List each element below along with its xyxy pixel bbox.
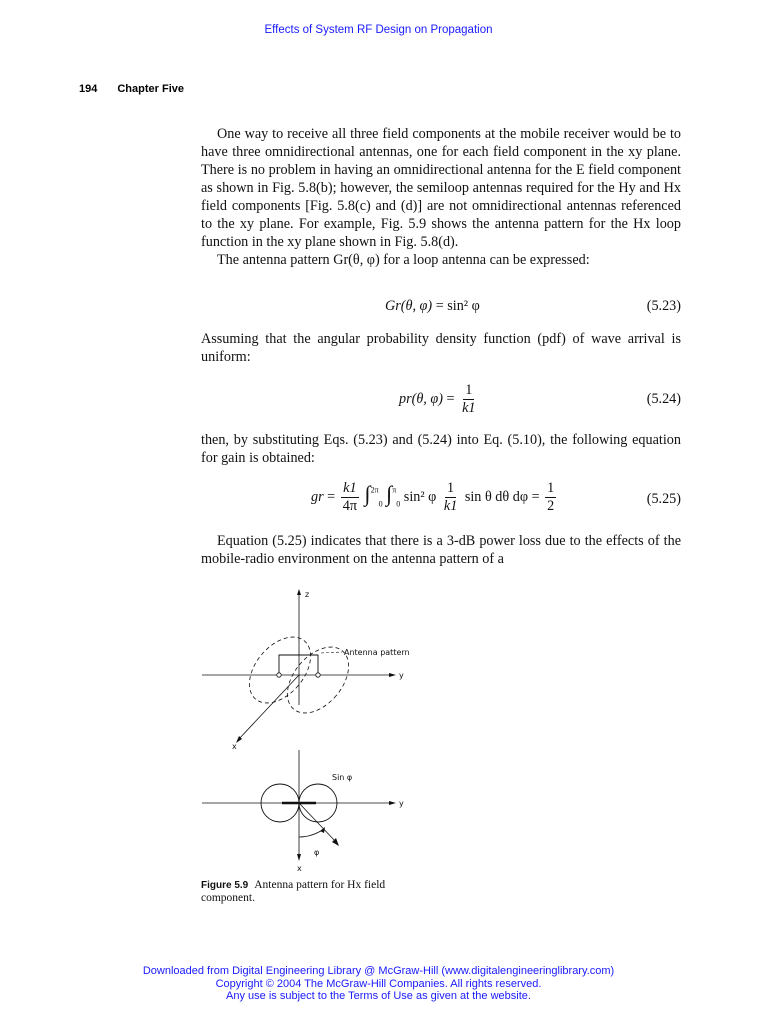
phi-arc bbox=[299, 829, 324, 837]
equation-number: (5.23) bbox=[646, 298, 681, 314]
loop-terminal-right bbox=[316, 673, 320, 677]
eq524-den: k1 bbox=[462, 400, 476, 416]
eq525-res-den: 2 bbox=[547, 498, 555, 514]
figure-5-9 bbox=[196, 585, 426, 875]
figure-caption bbox=[201, 879, 441, 905]
x-axis-label: x bbox=[232, 742, 237, 751]
x-axis-lower-arrow bbox=[297, 854, 301, 861]
eq525-integrand: sin² φ bbox=[403, 488, 437, 505]
eq525-lower2: 0 bbox=[396, 499, 401, 509]
eq525-inner-frac bbox=[442, 480, 459, 515]
paragraph-2 bbox=[201, 330, 681, 366]
paragraph-3-text: then, by substituting Eqs. (5.23) and (5.24) into Eq. (5.10), the following equation for gain is obtained: bbox=[201, 432, 681, 466]
eq523-rhs: sin² φ bbox=[447, 298, 480, 314]
footer-line-3: Any use is subject to the Terms of Use as given at the website. bbox=[226, 990, 531, 1002]
y-axis-top-arrow bbox=[389, 673, 396, 677]
footer bbox=[0, 965, 757, 1003]
eq525-inner-den: k1 bbox=[443, 498, 458, 514]
paragraph-1b-text: The antenna pattern Gr(θ, φ) for a loop antenna can be expressed: bbox=[217, 252, 590, 268]
chapter-title: Chapter Five bbox=[117, 83, 184, 95]
eq523-lhs: Gr(θ, φ) bbox=[385, 298, 433, 314]
eq525-inner-num: 1 bbox=[447, 480, 455, 496]
sin-phi-label: Sin φ bbox=[332, 773, 353, 782]
header-link[interactable]: Effects of System RF Design on Propagation bbox=[264, 24, 493, 36]
paragraph-1 bbox=[201, 125, 681, 269]
footer-line-1[interactable]: Downloaded from Digital Engineering Library @ McGraw-Hill (www.digitalengineeringlibrary.com) bbox=[142, 965, 615, 977]
paragraph-4-text: Equation (5.25) indicates that there is a 3-dB power loss due to the effects of the mobile-radio environment on the antenna pattern of a bbox=[201, 533, 681, 567]
eq525-lhs: gr bbox=[311, 488, 324, 505]
loop-terminal-left bbox=[277, 673, 281, 677]
eq525-k-den: 4π bbox=[342, 498, 357, 514]
phi-ray bbox=[299, 803, 336, 842]
x-axis bbox=[238, 675, 299, 740]
equation-number: (5.24) bbox=[646, 391, 681, 407]
paragraph-4 bbox=[201, 532, 681, 568]
eq524-lhs: pr(θ, φ) bbox=[399, 390, 443, 407]
paragraph-2-text: Assuming that the angular probability density function (pdf) of wave arrival is uniform: bbox=[201, 331, 681, 365]
footer-line-2: Copyright © 2004 The McGraw-Hill Companies. All rights reserved. bbox=[215, 977, 542, 990]
pattern-leader bbox=[321, 652, 342, 653]
equation-5-23-body: Gr(θ, φ) = sin² φ bbox=[385, 298, 480, 314]
eq525-tail: sin θ dθ dφ bbox=[464, 488, 529, 505]
caption-label: Figure 5.9 bbox=[201, 880, 249, 891]
x-axis-lower-label: x bbox=[297, 864, 302, 873]
semiloop-antenna bbox=[279, 655, 318, 675]
z-axis-label: z bbox=[305, 590, 310, 599]
equation-number: (5.25) bbox=[646, 491, 681, 507]
page-number: 194 bbox=[79, 83, 98, 95]
eq524-num: 1 bbox=[465, 382, 473, 398]
eq525-res-num: 1 bbox=[547, 480, 555, 496]
equation-5-25 bbox=[201, 478, 681, 526]
pattern-lobe-left bbox=[237, 625, 323, 714]
eq525-k-frac bbox=[341, 480, 359, 515]
eq525-upper2: π bbox=[392, 485, 397, 495]
eq525-lower1: 0 bbox=[378, 499, 383, 509]
eq524-fraction bbox=[460, 382, 477, 417]
phi-label: φ bbox=[314, 848, 320, 857]
y-axis-bottom-arrow bbox=[389, 801, 396, 805]
equation-5-23 bbox=[201, 298, 681, 318]
integral-sign-inner: ∫$^\pi_0$ bbox=[386, 480, 401, 509]
paragraph-1-text: One way to receive all three field components at the mobile receiver would be to have three omnidirectional antennas, one for each field component in the xy plane. There is no problem in having an omnidirectional antenna for the E field component as shown in Fig. 5.8(b); however, the semiloop antennas required for the Hy and Hx field components [Fig. 5.8(c) and (d)] are not omnidirectional antennas referenced to the xy plane. For example, Fig. 5.9 shows the antenna pattern for the Hx loop function in the xy plane shown in Fig. 5.8(d). bbox=[201, 126, 681, 250]
antenna-pattern-label: Antenna pattern bbox=[344, 648, 410, 657]
equation-5-24 bbox=[201, 380, 681, 424]
eq525-upper1: 2π bbox=[370, 485, 379, 495]
y-axis-bottom-label: y bbox=[399, 799, 404, 808]
integral-sign-outer: ∫$^{2\pi}_0$ bbox=[364, 480, 383, 509]
y-axis-top-label: y bbox=[399, 671, 404, 680]
z-axis-arrow bbox=[297, 589, 301, 595]
eq525-result-frac bbox=[545, 480, 556, 515]
eq525-k-num: k1 bbox=[343, 480, 357, 496]
equation-5-24-body: pr(θ, φ) = $\frac{1}{k1}$ bbox=[399, 382, 476, 416]
paragraph-3 bbox=[201, 431, 681, 467]
caption-text: Antenna pattern for Hx field component. bbox=[201, 879, 386, 904]
equation-5-25-body: gr = $\frac{k1}{4\pi}$ ∫$^{2\pi}_0$ ∫$^\pi_0$ sin² φ $\frac{1}{k1}$ sin θ dθ dφ = $\frac{1}{2}$ bbox=[311, 480, 555, 514]
running-head bbox=[79, 83, 184, 95]
